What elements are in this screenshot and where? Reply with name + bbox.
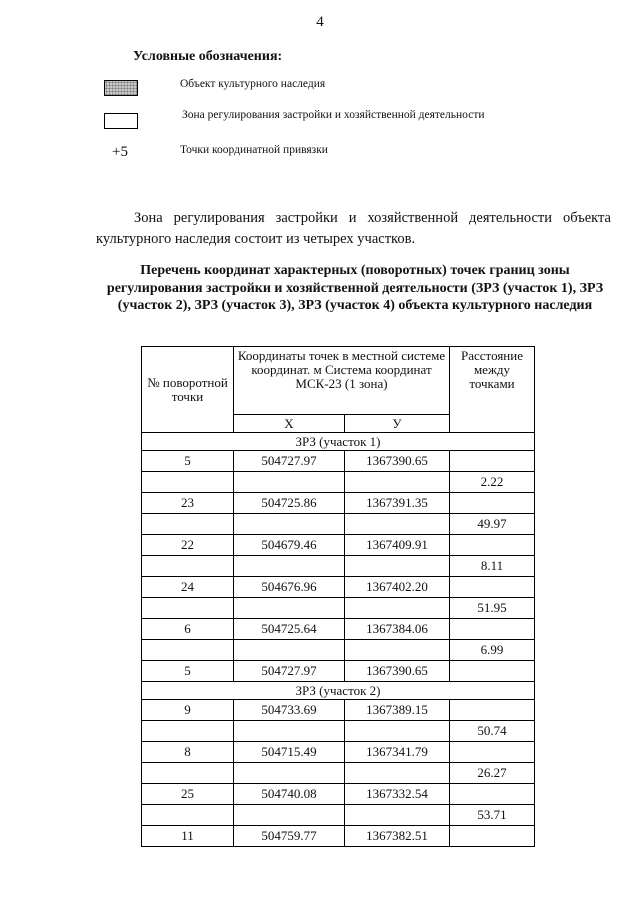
y-coordinate-cell: 1367390.65 [345, 661, 450, 682]
y-coordinate-cell: 1367409.91 [345, 535, 450, 556]
distance-cell: 50.74 [450, 721, 535, 742]
distance-cell: 53.71 [450, 805, 535, 826]
point-number-cell [142, 763, 234, 784]
table-row [142, 472, 535, 493]
legend-label-heritage: Объект культурного наследия [180, 78, 326, 90]
distance-cell [450, 742, 535, 763]
section-row [142, 682, 535, 700]
y-coordinate-cell: 1367341.79 [345, 742, 450, 763]
table-row [142, 763, 535, 784]
table-row [142, 598, 535, 619]
page-number: 4 [316, 14, 324, 30]
y-coordinate-cell [345, 721, 450, 742]
x-coordinate-cell: 504676.96 [234, 577, 345, 598]
table-row [142, 577, 535, 598]
table-row [142, 514, 535, 535]
section-row [142, 433, 535, 451]
y-coordinate-cell [345, 472, 450, 493]
distance-cell [450, 826, 535, 847]
table-row [142, 805, 535, 826]
x-coordinate-cell: 504759.77 [234, 826, 345, 847]
distance-cell: 49.97 [450, 514, 535, 535]
point-number-cell [142, 514, 234, 535]
regulation-zone-legend-icon [104, 113, 138, 129]
y-coordinate-cell [345, 556, 450, 577]
x-coordinate-cell: 504733.69 [234, 700, 345, 721]
header-x: Х [234, 415, 345, 433]
section-title: ЗРЗ (участок 1) [142, 433, 535, 451]
point-number-cell: 24 [142, 577, 234, 598]
point-number-cell: 8 [142, 742, 234, 763]
distance-cell [450, 451, 535, 472]
y-coordinate-cell: 1367402.20 [345, 577, 450, 598]
point-number-cell [142, 640, 234, 661]
distance-cell [450, 619, 535, 640]
point-number-cell: 11 [142, 826, 234, 847]
x-coordinate-cell: 504727.97 [234, 451, 345, 472]
table-body [142, 433, 535, 847]
y-coordinate-cell: 1367390.65 [345, 451, 450, 472]
distance-cell [450, 700, 535, 721]
distance-cell [450, 784, 535, 805]
section-title: ЗРЗ (участок 2) [142, 682, 535, 700]
point-number-cell: 23 [142, 493, 234, 514]
distance-cell [450, 535, 535, 556]
legend-title: Условные обозначения: [133, 49, 283, 64]
table-title: Перечень координат характерных (поворотных) точек границ зоны регулирования застройки и хозяйственной деятельности (ЗРЗ (участок 1), ЗРЗ (участок 2), ЗРЗ (участок 3), ЗРЗ (участок 4) объекта культурного наследия [106, 263, 604, 313]
x-coordinate-cell [234, 763, 345, 784]
x-coordinate-cell: 504725.86 [234, 493, 345, 514]
x-coordinate-cell: 504727.97 [234, 661, 345, 682]
x-coordinate-cell [234, 556, 345, 577]
table-row [142, 451, 535, 472]
x-coordinate-cell: 504725.64 [234, 619, 345, 640]
table-row [142, 742, 535, 763]
y-coordinate-cell [345, 640, 450, 661]
table-row [142, 826, 535, 847]
x-coordinate-cell [234, 805, 345, 826]
table-row [142, 661, 535, 682]
y-coordinate-cell [345, 763, 450, 784]
y-coordinate-cell: 1367389.15 [345, 700, 450, 721]
x-coordinate-cell: 504715.49 [234, 742, 345, 763]
x-coordinate-cell: 504740.08 [234, 784, 345, 805]
distance-cell: 8.11 [450, 556, 535, 577]
point-number-cell: 5 [142, 451, 234, 472]
table-row [142, 535, 535, 556]
point-number-cell: 5 [142, 661, 234, 682]
table-row [142, 493, 535, 514]
point-number-cell: 25 [142, 784, 234, 805]
x-coordinate-cell [234, 514, 345, 535]
header-point-number: № поворотной точки [142, 347, 234, 433]
table-row [142, 640, 535, 661]
y-coordinate-cell: 1367384.06 [345, 619, 450, 640]
header-distance: Расстояние между точками [450, 347, 535, 433]
cultural-heritage-legend-icon [104, 80, 138, 96]
point-number-cell [142, 721, 234, 742]
distance-cell: 51.95 [450, 598, 535, 619]
y-coordinate-cell: 1367332.54 [345, 784, 450, 805]
intro-paragraph: Зона регулирования застройки и хозяйственной деятельности объекта культурного наследия состоит из четырех участков. [96, 210, 611, 247]
distance-cell: 2.22 [450, 472, 535, 493]
table-row [142, 784, 535, 805]
header-coordinates: Координаты точек в местной системе координат. м Система координат МСК-23 (1 зона) [234, 347, 450, 415]
x-coordinate-cell [234, 598, 345, 619]
table-row [142, 556, 535, 577]
table-row [142, 721, 535, 742]
distance-cell [450, 577, 535, 598]
header-y: У [345, 415, 450, 433]
distance-cell: 26.27 [450, 763, 535, 784]
point-number-cell: 6 [142, 619, 234, 640]
y-coordinate-cell: 1367391.35 [345, 493, 450, 514]
point-number-cell [142, 472, 234, 493]
point-number-cell [142, 598, 234, 619]
legend-label-zone: Зона регулирования застройки и хозяйственной деятельности [182, 109, 485, 121]
x-coordinate-cell: 504679.46 [234, 535, 345, 556]
point-number-cell: 9 [142, 700, 234, 721]
y-coordinate-cell [345, 598, 450, 619]
distance-cell [450, 661, 535, 682]
y-coordinate-cell [345, 514, 450, 535]
distance-cell: 6.99 [450, 640, 535, 661]
legend-label-points: Точки координатной привязки [180, 144, 328, 156]
point-number-cell [142, 805, 234, 826]
x-coordinate-cell [234, 721, 345, 742]
point-number-cell [142, 556, 234, 577]
distance-cell [450, 493, 535, 514]
y-coordinate-cell [345, 805, 450, 826]
table-row [142, 700, 535, 721]
x-coordinate-cell [234, 472, 345, 493]
x-coordinate-cell [234, 640, 345, 661]
y-coordinate-cell: 1367382.51 [345, 826, 450, 847]
coordinates-table [141, 346, 535, 847]
point-number-cell: 22 [142, 535, 234, 556]
table-row [142, 619, 535, 640]
reference-point-legend-icon: +5 [112, 144, 128, 160]
